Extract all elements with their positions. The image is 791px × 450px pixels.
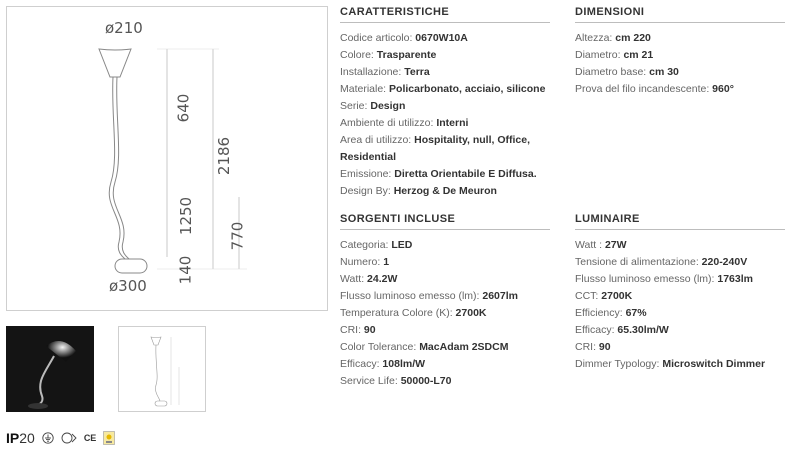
- spec-row: Altezza: cm 220: [575, 32, 651, 44]
- spec-row: Numero: 1: [340, 256, 390, 268]
- mini-drawing-image: [119, 327, 205, 411]
- dimension-2186-label: 2186: [215, 136, 234, 176]
- technical-drawing: [6, 6, 328, 311]
- ce-mark-icon: CE: [83, 433, 97, 443]
- section-title: DIMENSIONI: [575, 6, 785, 23]
- spec-row: Codice articolo: 0670W10A: [340, 32, 468, 44]
- dimension-1250-label: 1250: [177, 196, 196, 236]
- spec-row: Ambiente di utilizzo: Interni: [340, 117, 469, 129]
- drawing-thumbnail[interactable]: [118, 326, 206, 412]
- spec-row: Watt: 24.2W: [340, 273, 398, 285]
- spec-row: Flusso luminoso emesso (lm): 1763lm: [575, 273, 753, 285]
- spec-row: Flusso luminoso emesso (lm): 2607lm: [340, 290, 518, 302]
- spec-row: Design By: Herzog & De Meuron: [340, 185, 497, 197]
- luminaire-section: [575, 213, 785, 373]
- spec-row: Colore: Trasparente: [340, 49, 437, 61]
- spec-row: Categoria: LED: [340, 239, 413, 251]
- spec-row: Color Tolerance: MacAdam 2SDCM: [340, 341, 509, 353]
- spec-row: Materiale: Policarbonato, acciaio, silicone: [340, 83, 546, 95]
- dimensioni-section: [575, 6, 785, 98]
- spec-row: Emissione: Diretta Orientabile E Diffusa.: [340, 168, 537, 180]
- top-diameter-label: ø210: [105, 19, 143, 37]
- section-title: LUMINAIRE: [575, 213, 785, 230]
- spec-row: CRI: 90: [340, 324, 376, 336]
- spec-row: CCT: 2700K: [575, 290, 633, 302]
- spec-row: Service Life: 50000-L70: [340, 375, 452, 387]
- section-title: CARATTERISTICHE: [340, 6, 550, 23]
- spec-row: Diametro: cm 21: [575, 49, 654, 61]
- dimension-640-label: 640: [174, 93, 193, 123]
- sorgenti-incluse-section: [340, 213, 550, 390]
- spec-row: Watt : 27W: [575, 239, 627, 251]
- certifications-bar: [6, 428, 115, 448]
- spec-row: Temperatura Colore (K): 2700K: [340, 307, 487, 319]
- caratteristiche-section: [340, 6, 550, 200]
- spec-row: Tensione di alimentazione: 220-240V: [575, 256, 748, 268]
- spec-row: Prova del filo incandescente: 960°: [575, 83, 734, 95]
- spec-row: Diametro base: cm 30: [575, 66, 679, 78]
- ul-certification-icon: [61, 432, 77, 444]
- spec-row: Area di utilizzo: Hospitality, null, Office, Residential: [340, 134, 531, 163]
- base-diameter-label: ø300: [109, 277, 147, 295]
- spec-row: Efficacy: 65.30lm/W: [575, 324, 669, 336]
- spec-row: Efficacy: 108lm/W: [340, 358, 426, 370]
- lamp-outline-drawing: [7, 7, 327, 310]
- dimension-770-label: 770: [228, 221, 247, 251]
- spec-row: Dimmer Typology: Microswitch Dimmer: [575, 358, 766, 370]
- ground-symbol-icon: [42, 432, 54, 444]
- spec-row: Installazione: Terra: [340, 66, 430, 78]
- ip-rating: IP20: [6, 430, 35, 446]
- section-title: SORGENTI INCLUSE: [340, 213, 550, 230]
- spec-row: Efficiency: 67%: [575, 307, 647, 319]
- lamp-photo-image: [6, 326, 94, 412]
- energy-label-icon: [103, 431, 115, 445]
- product-photo-thumbnail[interactable]: [6, 326, 94, 412]
- spec-row: CRI: 90: [575, 341, 611, 353]
- spec-row: Serie: Design: [340, 100, 406, 112]
- dimension-140-label: 140: [176, 255, 195, 285]
